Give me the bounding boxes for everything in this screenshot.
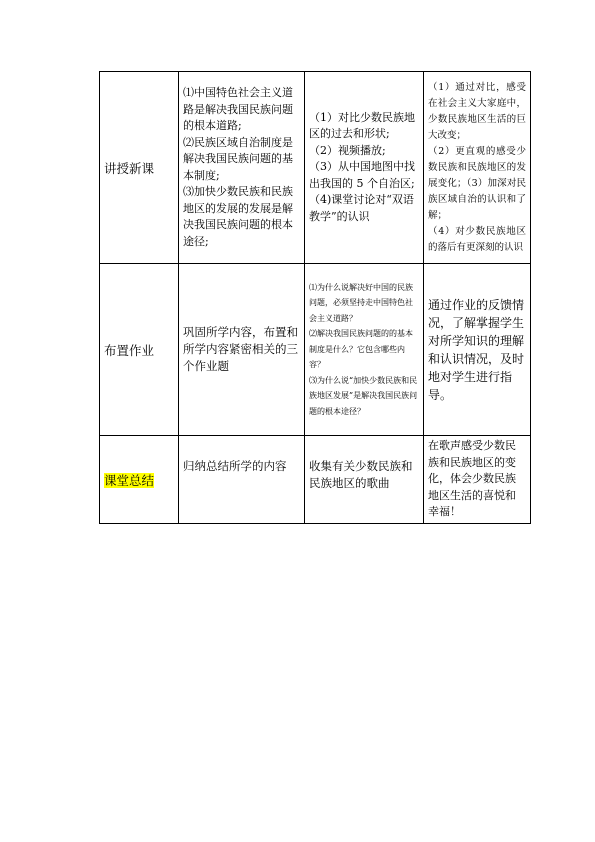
intent-item: 在歌声感受少数民族和民族地区的变化，体会少数民族地区生活的喜悦和幸福！ <box>428 439 516 519</box>
stage-label: 布置作业 <box>104 342 155 358</box>
activity-item: （3）从中国地图中找出我国的 5 个自治区; <box>309 160 415 190</box>
stage-label: 讲授新课 <box>104 160 155 176</box>
activity-item: 收集有关少数民族和民族地区的歌曲 <box>309 459 413 490</box>
table-row <box>100 436 531 524</box>
content-cell <box>179 264 305 436</box>
table-row <box>100 72 531 264</box>
stage-cell <box>100 436 179 524</box>
content-cell <box>179 436 305 524</box>
intent-item: （2）更直观的感受少数民族和民族地区的发展变化；（3）加深对民族区域自治的认识和了解； <box>428 145 526 221</box>
intent-cell <box>424 264 531 436</box>
content-item: ⑶加快少数民族和民族地区的发展的发展是解决我国民族问题的根本途径; <box>183 185 293 248</box>
activity-item: （2）视频播放; <box>309 143 386 157</box>
intent-cell <box>424 436 531 524</box>
activity-cell <box>305 72 424 264</box>
table-row <box>100 264 531 436</box>
activity-cell <box>305 264 424 436</box>
intent-item: （1）通过对比，感受在社会主义大家庭中，少数民族地区生活的巨大改变； <box>428 81 526 141</box>
stage-cell <box>100 72 179 264</box>
content-item: ⑵民族区域自治制度是解决我国民族问题的基本制度; <box>183 135 293 182</box>
activity-item: ⑶为什么说“加快少数民族和民族地区发展”是解决我国民族问题的根本途径？ <box>309 375 418 416</box>
content-item: ⑴中国特色社会主义道路是解决我国民族问题的根本道路; <box>183 86 293 132</box>
lesson-plan-table <box>99 71 531 524</box>
intent-cell <box>424 72 531 264</box>
stage-label-highlighted: 课堂总结 <box>104 472 155 488</box>
content-item: 巩固所学内容，布置和所学内容紧密相关的三个作业题 <box>183 325 298 373</box>
stage-cell <box>100 264 179 436</box>
activity-cell <box>305 436 424 524</box>
intent-item: 通过作业的反馈情况，了解掌握学生对所学知识的理解和认识情况，及时地对学生进行指导。 <box>428 297 525 402</box>
activity-item: ⑴为什么说解决好中国的民族问题，必须坚持走中国特色社会主义道路？ <box>309 282 413 323</box>
intent-item: （4）对少数民族地区的落后有更深刻的认识 <box>428 225 526 253</box>
activity-item: ⑵解决我国民族问题的的基本制度是什么？它包含哪些内容？ <box>309 329 413 370</box>
activity-item: （1）对比少数民族地区的过去和形状; <box>309 110 415 141</box>
activity-item: （4)课堂讨论对“双语教学”的认识 <box>309 193 414 223</box>
content-cell <box>179 72 305 264</box>
content-item: 归纳总结所学的内容 <box>183 459 287 473</box>
